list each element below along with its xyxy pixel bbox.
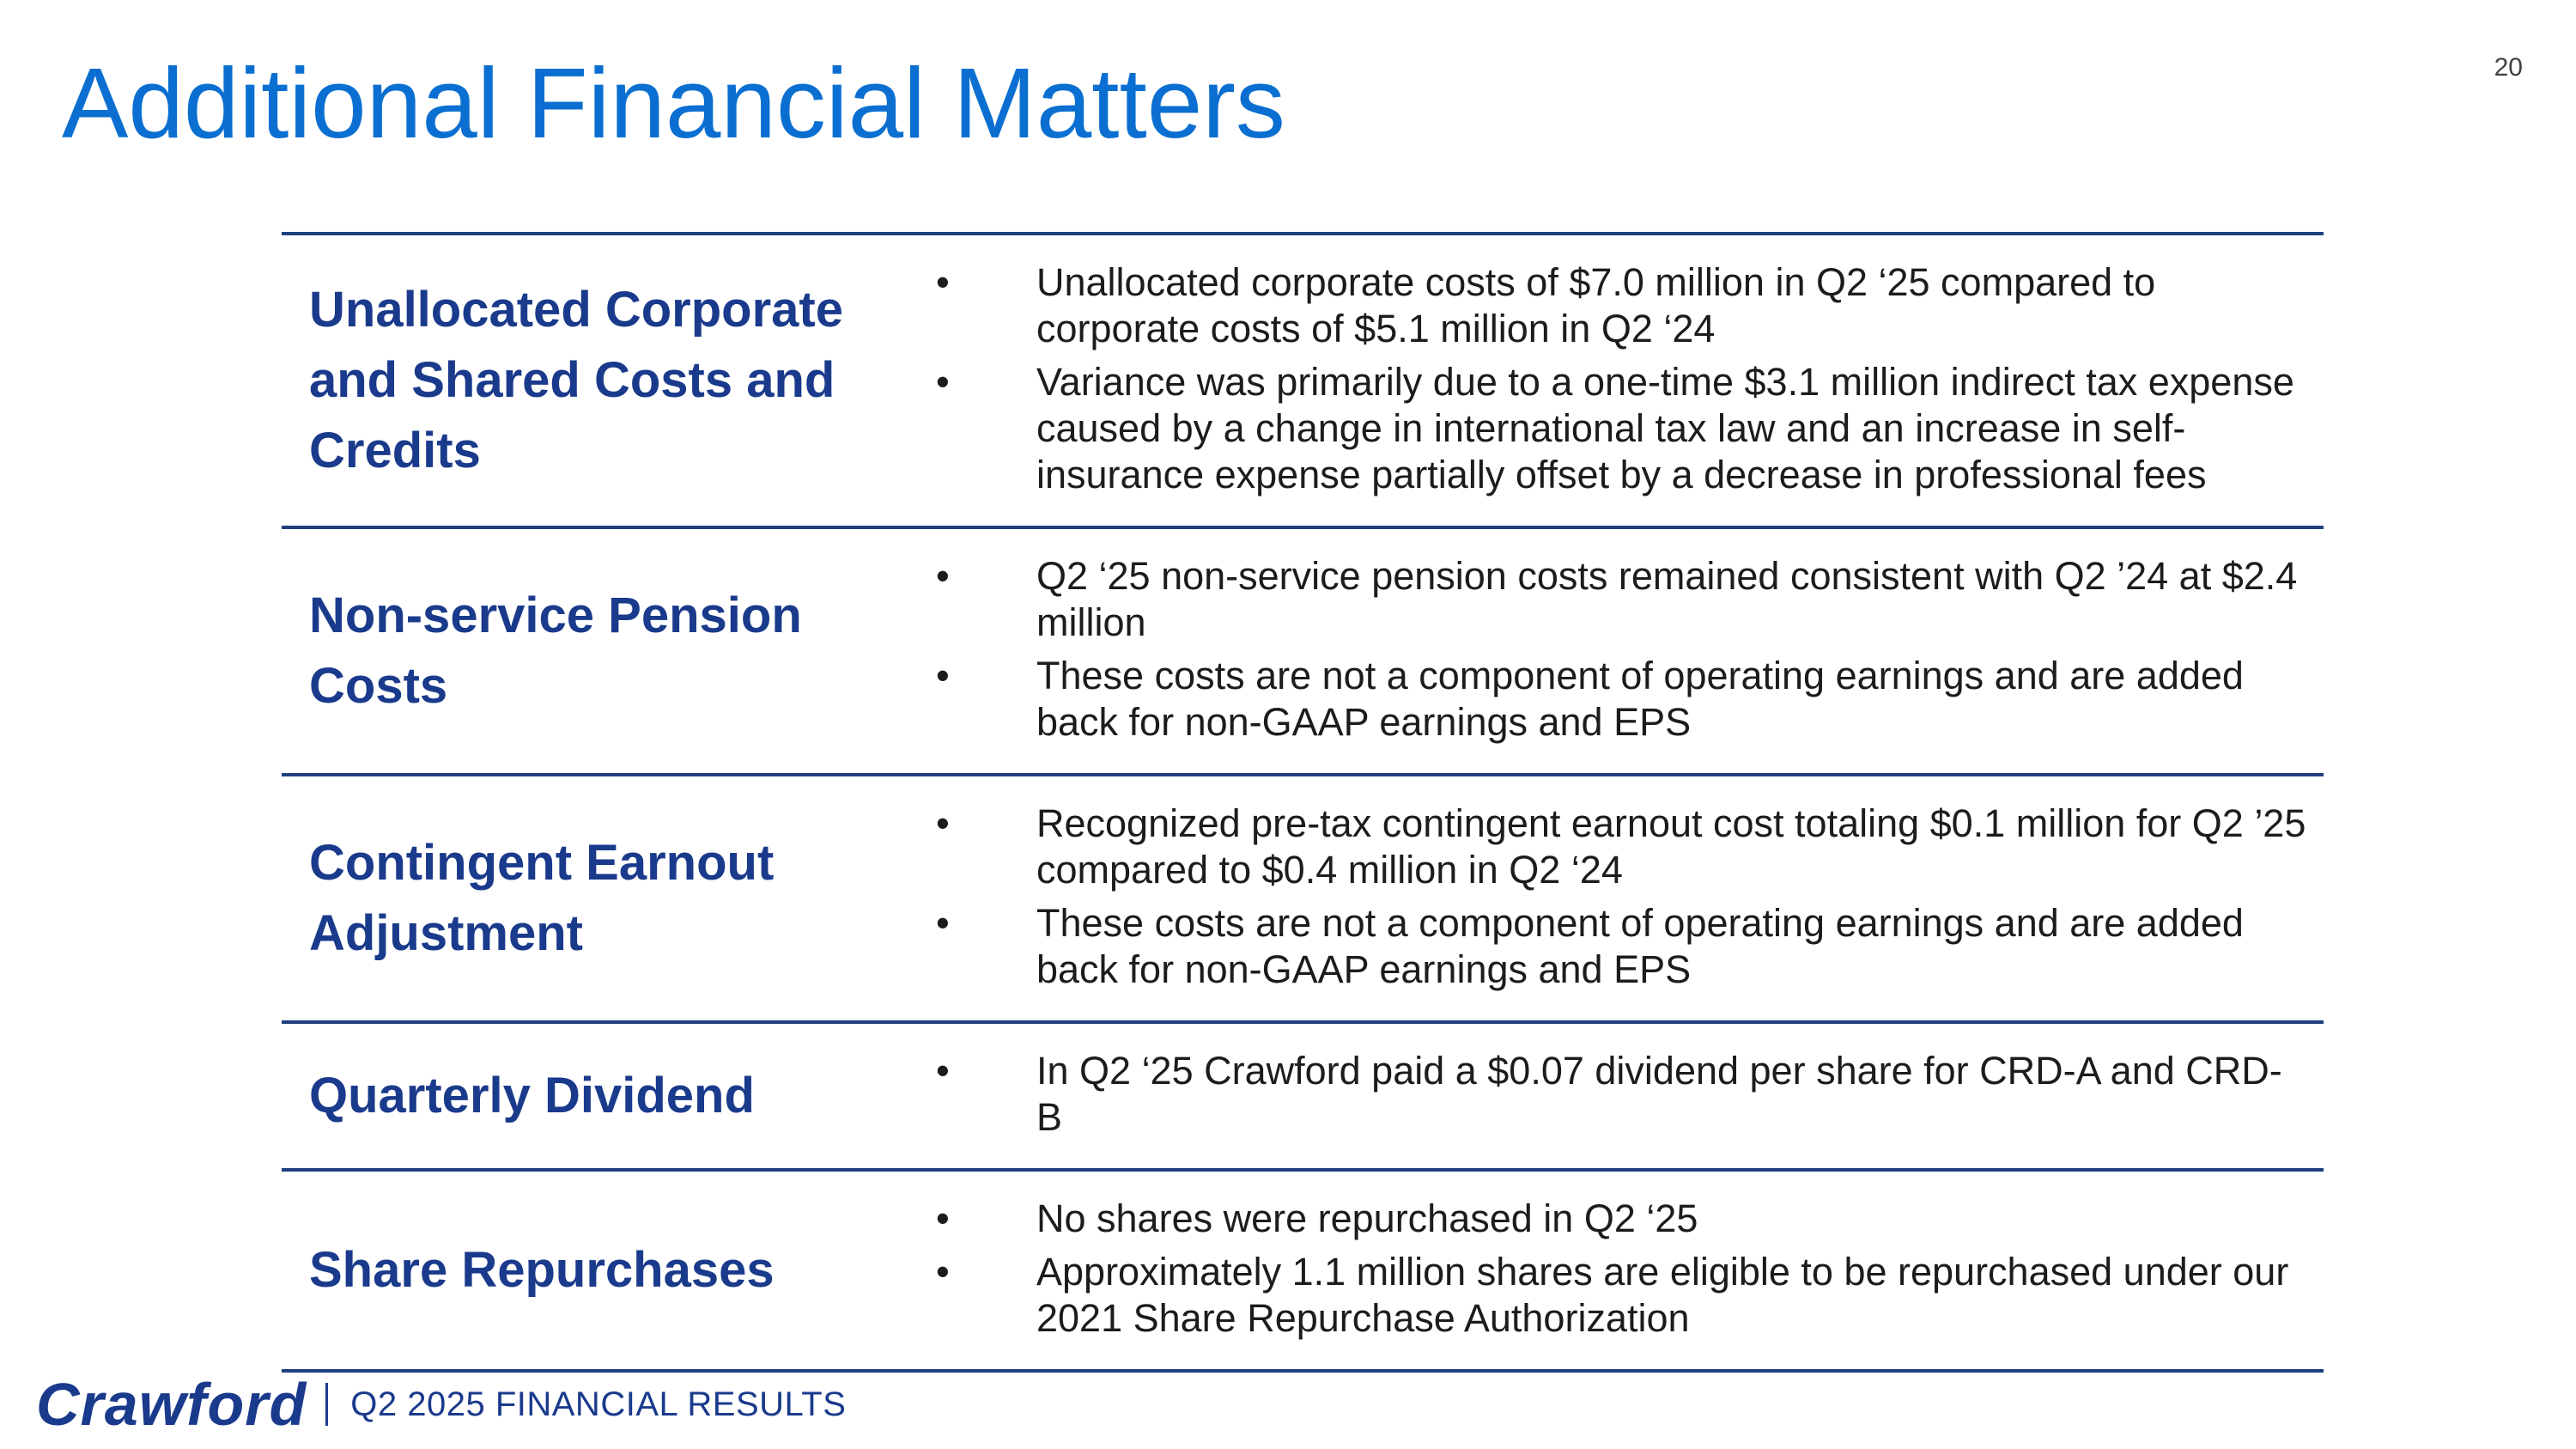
bullet-dot-icon: •: [936, 1250, 950, 1294]
page-number: 20: [2494, 53, 2523, 82]
bullet-text: In Q2 ‘25 Crawford paid a $0.07 dividend per share for CRD-A and CRD-B: [1036, 1049, 2282, 1139]
row-bullets-cell: [920, 234, 2324, 527]
row-bullets-cell: [920, 527, 2324, 775]
bullet-text: Unallocated corporate costs of $7.0 million in Q2 ‘25 compared to corporate costs of $5.1 million in Q2 ‘24: [1036, 260, 2156, 350]
table-body: [282, 234, 2324, 1371]
footer-divider: [325, 1383, 328, 1426]
bullet-text: Recognized pre-tax contingent earnout cost totaling $0.1 million for Q2 ’25 compared to $0.4 million in Q2 ‘24: [1036, 801, 2306, 892]
bullet-text: No shares were repurchased in Q2 ‘25: [1036, 1196, 1698, 1240]
bullet-item: [920, 553, 2306, 646]
bullet-item: [920, 1249, 2306, 1342]
row-heading-cell: [282, 527, 920, 775]
row-heading: Contingent Earnout Adjustment: [309, 835, 775, 961]
row-bullets-cell: [920, 1170, 2324, 1371]
slide-title: Additional Financial Matters: [62, 47, 1285, 159]
crawford-logo: Crawford: [36, 1371, 307, 1438]
bullet-item: [920, 801, 2306, 893]
footer-label: Q2 2025 FINANCIAL RESULTS: [350, 1385, 847, 1423]
bullet-dot-icon: •: [936, 1196, 950, 1240]
row-heading: Quarterly Dividend: [309, 1068, 755, 1123]
table-row: [282, 527, 2324, 775]
table-row: [282, 234, 2324, 527]
table-row: [282, 1170, 2324, 1371]
bullet-text: Approximately 1.1 million shares are eligible to be repurchased under our 2021 Share Repurchase Authorization: [1036, 1250, 2289, 1340]
bullet-item: [920, 1048, 2306, 1141]
bullet-dot-icon: •: [936, 1049, 950, 1093]
bullet-text: Q2 ‘25 non-service pension costs remained consistent with Q2 ’24 at $2.4 million: [1036, 554, 2298, 644]
bullet-item: [920, 259, 2306, 352]
bullet-dot-icon: •: [936, 260, 950, 304]
row-heading-cell: [282, 234, 920, 527]
row-heading: Non-service Pension Costs: [309, 588, 802, 714]
footer: [36, 1371, 847, 1438]
bullet-dot-icon: •: [936, 801, 950, 845]
row-heading-cell: [282, 775, 920, 1022]
bullet-dot-icon: •: [936, 554, 950, 598]
row-heading-cell: [282, 1170, 920, 1371]
bullet-item: [920, 900, 2306, 993]
bullet-dot-icon: •: [936, 360, 950, 404]
row-bullets-cell: [920, 1022, 2324, 1170]
row-heading: Share Repurchases: [309, 1242, 775, 1298]
bullet-item: [920, 359, 2306, 498]
bullet-item: [920, 653, 2306, 746]
financial-matters-table: [282, 232, 2324, 1373]
table-row: [282, 1022, 2324, 1170]
bullet-text: These costs are not a component of operating earnings and are added back for non-GAAP earnings and EPS: [1036, 654, 2244, 744]
table-row: [282, 775, 2324, 1022]
row-heading: Unallocated Corporate and Shared Costs and Credits: [309, 282, 843, 478]
bullet-dot-icon: •: [936, 654, 950, 697]
bullet-text: These costs are not a component of operating earnings and are added back for non-GAAP earnings and EPS: [1036, 901, 2244, 991]
bullet-dot-icon: •: [936, 901, 950, 945]
bullet-item: [920, 1196, 2306, 1242]
bullet-text: Variance was primarily due to a one-time $3.1 million indirect tax expense caused by a change in international tax law and an increase in self-insurance expense partially offset by a decrease in professional fees: [1036, 360, 2294, 496]
row-heading-cell: [282, 1022, 920, 1170]
row-bullets-cell: [920, 775, 2324, 1022]
